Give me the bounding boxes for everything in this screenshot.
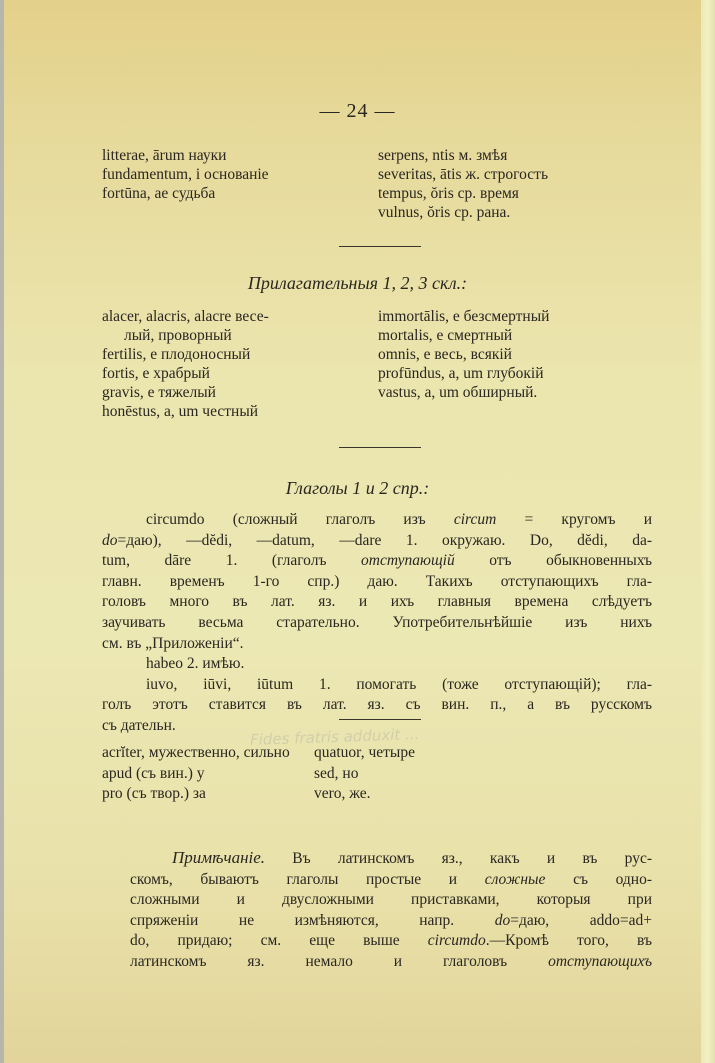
- vocab-entry: mortalis, e смертный: [378, 327, 513, 344]
- vocab-entry: quatuor, четыре: [314, 744, 415, 761]
- vocab-entry: profūndus, a, um глубокiй: [378, 365, 544, 382]
- text-line: съ дательн.: [102, 716, 176, 734]
- noun-list-left: [102, 146, 378, 222]
- vocab-entry: apud (съ вин.) у: [102, 764, 205, 782]
- vocab-entry: gravis, e тяжелый: [102, 384, 216, 401]
- text-line: заучивать весьма старательно. Употребительнѣйшiе изъ нихъ: [102, 613, 652, 631]
- vocab-entry: vulnus, ŏris ср. рана.: [378, 204, 511, 221]
- vocab-entry: immortālis, e безсмертный: [378, 308, 550, 325]
- text-line: главн. временъ 1-го спр.) даю. Такихъ отступающихъ гла-: [102, 572, 652, 590]
- text-line: do, придаю; см. еще выше circumdo.—Кромѣ того, въ: [130, 932, 652, 950]
- vocab-entry: pro (съ твор.) за: [102, 785, 206, 802]
- section-heading-adjectives: Прилагательныя 1, 2, 3 скл.:: [247, 273, 468, 293]
- vocab-entry: alacer, alacris, alacre весе-: [102, 308, 269, 325]
- noun-list: [102, 146, 662, 222]
- vocab-entry: vero, же.: [314, 785, 371, 802]
- noun-list-right: [378, 146, 662, 222]
- vocab-entry: litterae, ārum науки: [102, 147, 227, 164]
- vocab-entry: vastus, a, um обширный.: [378, 384, 538, 401]
- text-line: латинскомъ яз. немало и глаголовъ отступающихъ: [130, 952, 652, 970]
- verb-iuvo: iuvo, iūvi, iūtum 1. помогать (тоже отступающiй); гла-: [146, 675, 652, 693]
- section-divider: [339, 246, 421, 247]
- vocab-entry: fertilis, e плодоносный: [102, 346, 251, 363]
- text-line: do=даю), —dĕdi, —datum, —dare 1. окружаю. Do, dĕdi, da-: [102, 531, 652, 549]
- vocab-entry: fortis, e храбрый: [102, 365, 210, 382]
- vocab-entry: omnis, e весь, всякiй: [378, 346, 512, 363]
- adjective-list-right: [378, 307, 662, 421]
- adverb-list-left: [102, 743, 314, 805]
- vocab-entry: fundamentum, i основанiе: [102, 166, 269, 183]
- adverb-list-right: [314, 743, 514, 805]
- text-line: tum, dāre 1. (глаголъ отступающiй отъ обыкновенныхъ: [102, 552, 652, 570]
- page-edge-shadow: [706, 0, 709, 110]
- adjective-list-left: [102, 307, 378, 421]
- vocab-entry: severitas, ātis ж. строгость: [378, 166, 549, 183]
- text-line: голъ этотъ ставится въ лат. яз. съ вин. п., а въ русскомъ: [102, 696, 652, 714]
- pencil-marginalia: Fides fratris adduxit ...: [249, 725, 420, 749]
- page-number: — 24 —: [319, 100, 396, 122]
- text-line: головъ много въ лат. яз. и ихъ главныя времена слѣдуетъ: [102, 593, 652, 611]
- text-line: см. въ „Приложенiи“.: [102, 634, 244, 652]
- section-divider: [339, 447, 421, 448]
- text-line: скомъ, бываютъ глаголы простые и сложные съ одно-: [130, 870, 652, 888]
- vocab-entry-continuation: лый, проворный: [124, 327, 232, 344]
- note-paragraph: [130, 848, 652, 973]
- vocab-entry: sed, но: [314, 764, 359, 782]
- adjective-list: [102, 307, 662, 421]
- vocab-entry: tempus, ŏris ср. время: [378, 185, 519, 202]
- note-label: Примѣчанiе.: [172, 848, 266, 867]
- vocab-entry: honēstus, a, um честный: [102, 403, 259, 420]
- vocab-entry: serpens, ntis м. змѣя: [378, 147, 508, 164]
- text-line: circumdo (сложный глаголъ изъ circum = кругомъ и: [146, 511, 652, 528]
- verb-habeo: habeo 2. имѣю.: [146, 655, 245, 673]
- text-line: сложными и двусложными приставками, которыя при: [130, 891, 652, 909]
- adverb-list: [102, 743, 514, 805]
- verb-circumdo-paragraph: [102, 510, 652, 737]
- vocab-entry: acrĭter, мужественно, сильно: [102, 744, 290, 761]
- section-divider: [339, 719, 421, 720]
- text-line: Примѣчанiе. Въ латинскомъ яз., какъ и въ рус-: [172, 848, 652, 867]
- section-heading-verbs: Глаголы 1 и 2 спр.:: [285, 478, 430, 498]
- text-line: спряженiи не измѣняются, напр. do=даю, addo=ad+: [130, 911, 652, 929]
- vocab-entry: fortūna, ae судьба: [102, 185, 216, 202]
